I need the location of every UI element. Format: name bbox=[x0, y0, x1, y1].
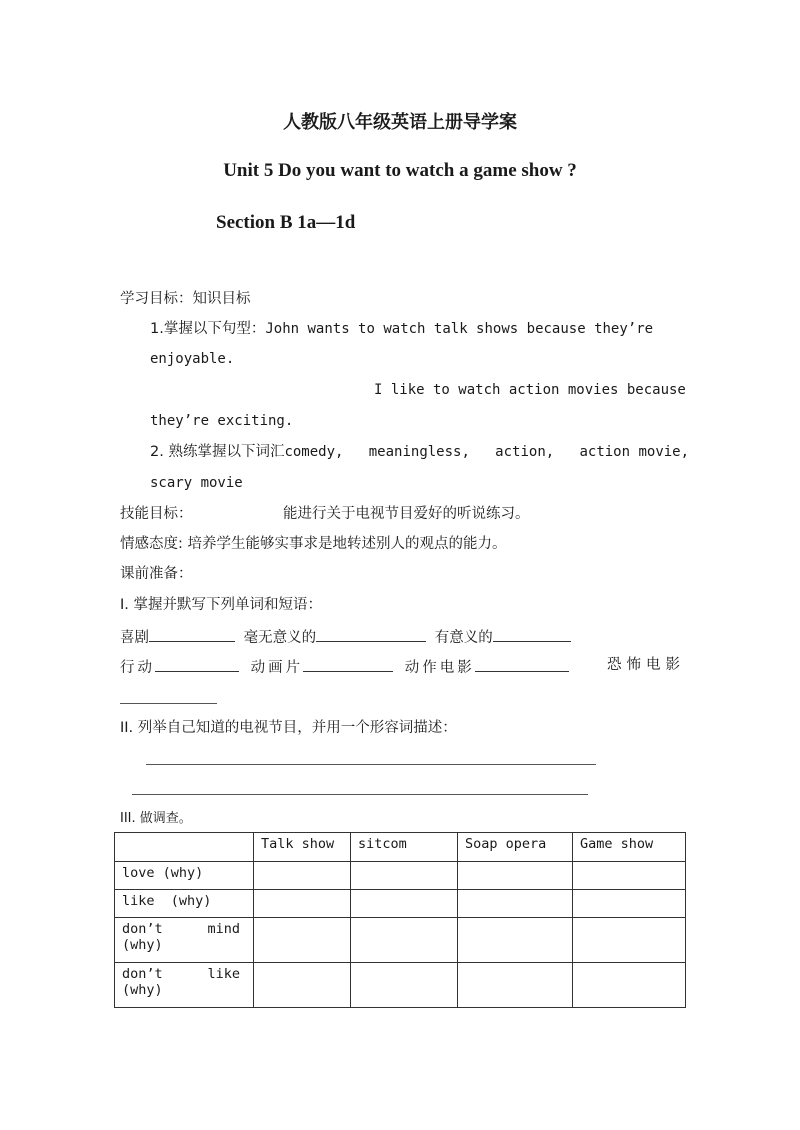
row-label-dont-like bbox=[115, 963, 254, 1008]
objective-1 bbox=[150, 319, 653, 339]
table-header-cell bbox=[115, 833, 254, 862]
blank-meaningful[interactable] bbox=[493, 625, 571, 642]
table-cell[interactable] bbox=[351, 918, 458, 963]
part2-heading: II. 列举自己知道的电视节目，并用一个形容词描述： bbox=[120, 720, 457, 736]
table-cell[interactable] bbox=[351, 890, 458, 918]
vocab-cartoon: 动画片 bbox=[250, 660, 304, 676]
table-cell[interactable] bbox=[458, 918, 573, 963]
blank-action[interactable] bbox=[155, 655, 239, 672]
objective-1-sentence-a-cont: enjoyable. bbox=[150, 351, 235, 367]
preparation-heading: 课前准备： bbox=[120, 566, 193, 582]
table-cell[interactable] bbox=[573, 963, 686, 1008]
part3-heading: III. 做调查。 bbox=[120, 811, 192, 826]
vocab-row-1 bbox=[120, 625, 575, 648]
row-label-like: like (why) bbox=[115, 890, 254, 918]
table-row bbox=[115, 918, 686, 963]
table-cell[interactable] bbox=[351, 862, 458, 890]
table-cell[interactable] bbox=[573, 890, 686, 918]
table-cell[interactable] bbox=[254, 963, 351, 1008]
vocab-meaningless: 毫无意义的 bbox=[243, 630, 317, 646]
blank-scary-movie[interactable] bbox=[120, 703, 217, 704]
objective-2-words: comedy, meaningless, action, action movie, bbox=[284, 444, 690, 460]
table-cell[interactable] bbox=[458, 890, 573, 918]
row-label-dont-like-line bbox=[122, 966, 240, 982]
objective-1-sentence-b-cont: they’re exciting. bbox=[150, 413, 294, 429]
table-cell[interactable] bbox=[254, 890, 351, 918]
table-row bbox=[115, 890, 686, 918]
vocab-row-2 bbox=[120, 655, 573, 678]
table-cell[interactable] bbox=[458, 862, 573, 890]
vocab-scary-movie: 恐怖电影 bbox=[607, 657, 685, 673]
column-header-game-show: Game show bbox=[573, 833, 686, 862]
section-title: Section B 1a—1d bbox=[216, 212, 356, 233]
objectives-heading: 学习目标：知识目标 bbox=[120, 291, 251, 307]
row-label-dont-mind-line bbox=[122, 921, 240, 937]
objective-2 bbox=[150, 442, 689, 462]
table-row bbox=[115, 862, 686, 890]
blank-action-movie[interactable] bbox=[475, 655, 569, 672]
row-label-dont-like-b: like bbox=[207, 966, 240, 982]
table-header-row bbox=[115, 833, 686, 862]
row-label-dont-mind bbox=[115, 918, 254, 963]
objective-1-prefix: 1.掌握以下句型： bbox=[150, 321, 266, 337]
vocab-comedy: 喜剧 bbox=[120, 630, 149, 646]
row-label-dont-mind-a: don’t bbox=[122, 921, 163, 937]
table-cell[interactable] bbox=[458, 963, 573, 1008]
row-label-dont-mind-b: mind bbox=[207, 921, 240, 937]
objective-2-prefix: 2. 熟练掌握以下词汇 bbox=[150, 444, 285, 460]
blank-cartoon[interactable] bbox=[303, 655, 393, 672]
part1-heading: I. 掌握并默写下列单词和短语： bbox=[120, 597, 322, 613]
objective-1-sentence-b: I like to watch action movies because bbox=[374, 382, 686, 398]
table-cell[interactable] bbox=[573, 862, 686, 890]
objective-1-sentence-a: John wants to watch talk shows because they’re bbox=[265, 321, 654, 337]
answer-line-1[interactable] bbox=[146, 764, 596, 765]
vocab-meaningful: 有意义的 bbox=[434, 630, 493, 646]
column-header-sitcom: sitcom bbox=[351, 833, 458, 862]
row-label-love: love (why) bbox=[115, 862, 254, 890]
skill-objective-text: 能进行关于电视节目爱好的听说练习。 bbox=[283, 506, 530, 522]
table-cell[interactable] bbox=[351, 963, 458, 1008]
blank-meaningless[interactable] bbox=[316, 625, 426, 642]
unit-title: Unit 5 Do you want to watch a game show ? bbox=[223, 160, 577, 181]
vocab-action-movie: 动作电影 bbox=[404, 660, 475, 676]
row-label-dont-mind-c: (why) bbox=[122, 937, 163, 953]
table-cell[interactable] bbox=[573, 918, 686, 963]
answer-line-2[interactable] bbox=[132, 794, 588, 795]
page-title: 人教版八年级英语上册导学案 bbox=[283, 112, 517, 133]
column-header-soap-opera: Soap opera bbox=[458, 833, 573, 862]
row-label-dont-like-c: (why) bbox=[122, 982, 163, 998]
column-header-talk-show: Talk show bbox=[254, 833, 351, 862]
vocab-action: 行动 bbox=[120, 660, 155, 676]
row-label-dont-like-a: don’t bbox=[122, 966, 163, 982]
skill-objective-label: 技能目标： bbox=[120, 506, 193, 522]
objective-2-words-cont: scary movie bbox=[150, 475, 243, 491]
table-cell[interactable] bbox=[254, 918, 351, 963]
blank-comedy[interactable] bbox=[149, 625, 235, 642]
table-row bbox=[115, 963, 686, 1008]
survey-table bbox=[114, 832, 686, 1008]
emotion-objective: 情感态度: 培养学生能够实事求是地转述别人的观点的能力。 bbox=[120, 536, 507, 552]
table-cell[interactable] bbox=[254, 862, 351, 890]
